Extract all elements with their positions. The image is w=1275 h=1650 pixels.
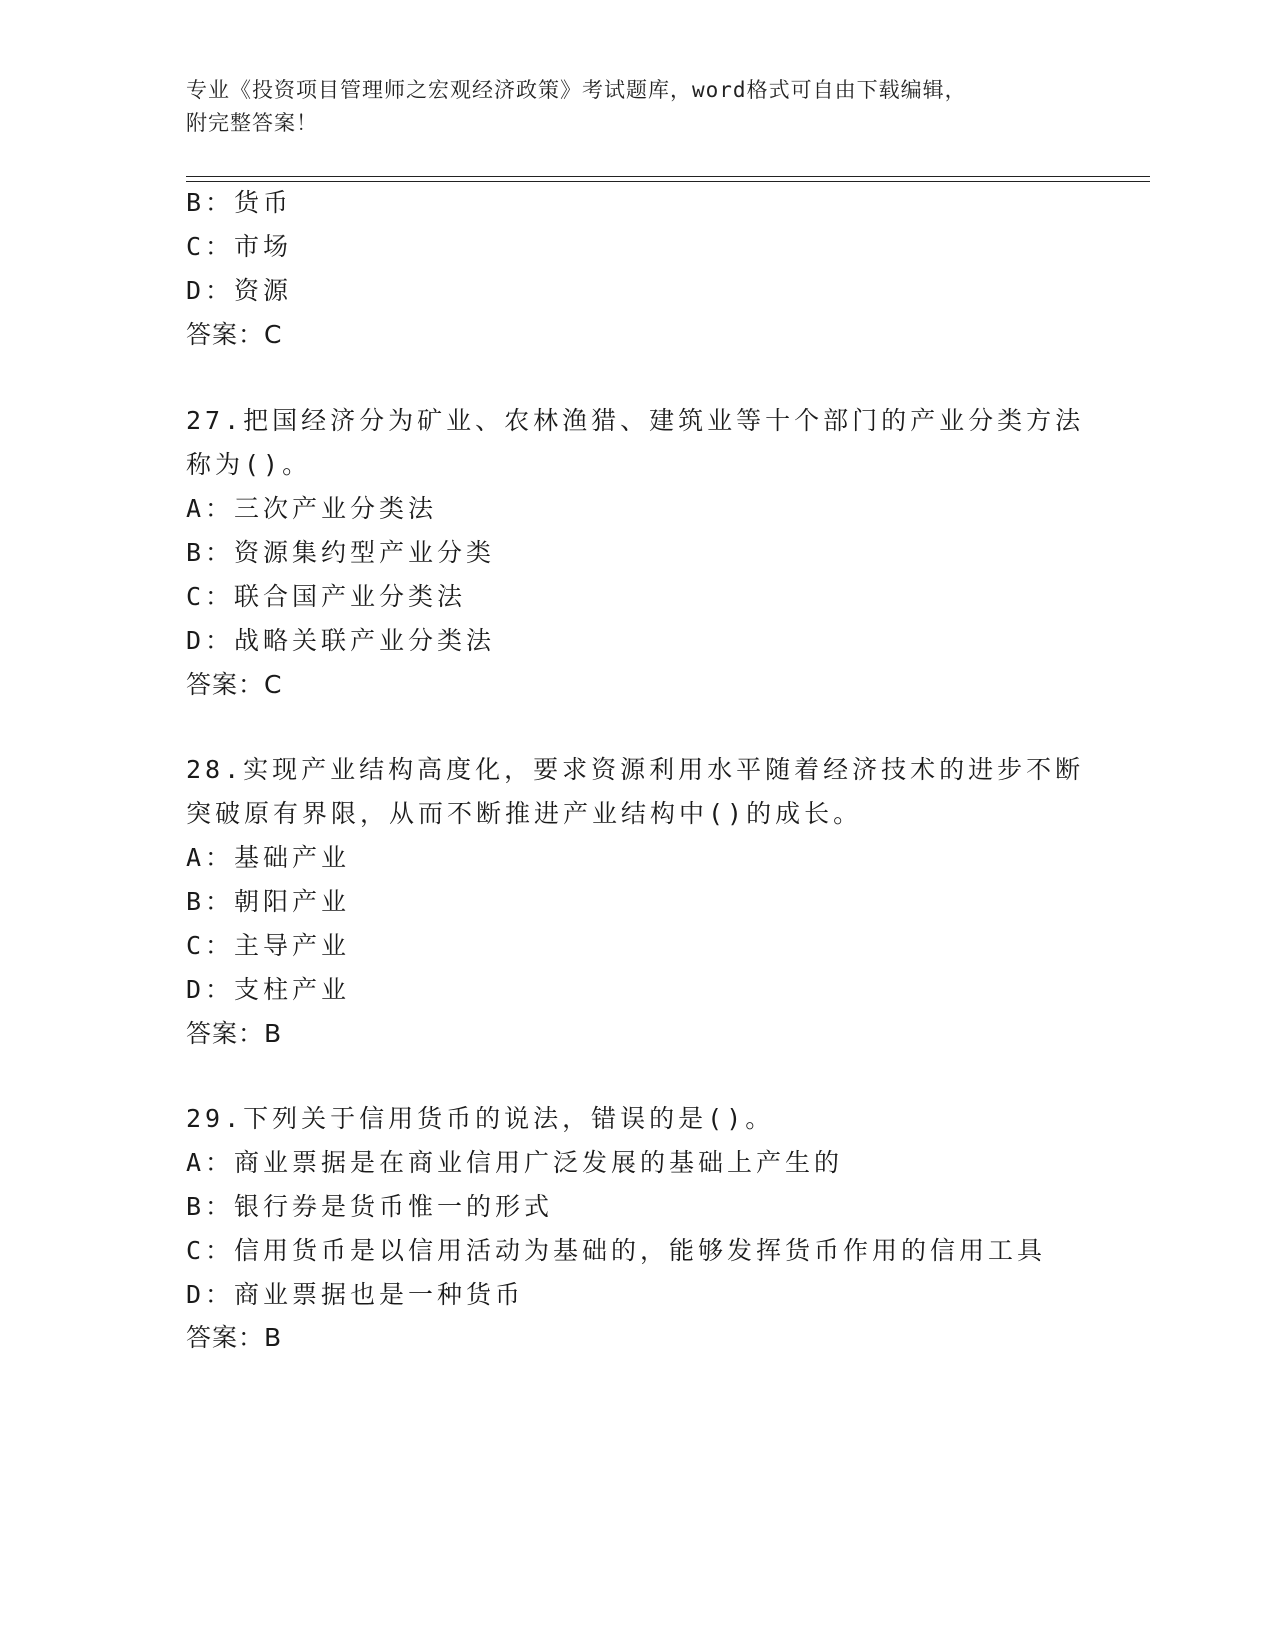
question-29-option-a: A：商业票据是在商业信用广泛发展的基础上产生的 <box>186 1148 844 1177</box>
question-27-option-d: D：战略关联产业分类法 <box>186 626 496 655</box>
question-28-option-b: B：朝阳产业 <box>186 887 351 916</box>
option-b: B：货币 <box>186 188 293 217</box>
question-28-option-a: A：基础产业 <box>186 843 351 872</box>
question-27-stem-line-2: 称为()。 <box>186 450 312 479</box>
question-27-option-a: A：三次产业分类法 <box>186 494 438 523</box>
question-29-stem-line-1: 29.下列关于信用货币的说法，错误的是()。 <box>186 1104 775 1133</box>
header-divider-bottom <box>186 181 1150 182</box>
header-line-2: 附完整答案！ <box>186 111 318 135</box>
answer: 答案：C <box>186 320 283 349</box>
header-line-1: 专业《投资项目管理师之宏观经济政策》考试题库，word格式可自由下载编辑， <box>186 78 967 102</box>
option-d: D：资源 <box>186 276 293 305</box>
question-27-stem-line-1: 27.把国经济分为矿业、农林渔猎、建筑业等十个部门的产业分类方法 <box>186 406 1085 435</box>
question-27-option-c: C：联合国产业分类法 <box>186 582 467 611</box>
question-29-answer: 答案：B <box>186 1323 283 1352</box>
question-28-stem-line-2: 突破原有界限，从而不断推进产业结构中()的成长。 <box>186 799 863 828</box>
header-divider-top <box>186 176 1150 177</box>
question-27-answer: 答案：C <box>186 670 283 699</box>
question-29-option-d: D：商业票据也是一种货币 <box>186 1280 525 1309</box>
option-c: C：市场 <box>186 232 293 261</box>
question-28-answer: 答案：B <box>186 1019 283 1048</box>
question-28-option-c: C：主导产业 <box>186 931 351 960</box>
page-header <box>186 74 1066 140</box>
question-29-option-c: C：信用货币是以信用活动为基础的，能够发挥货币作用的信用工具 <box>186 1236 1047 1265</box>
question-28-option-d: D：支柱产业 <box>186 975 351 1004</box>
question-27-option-b: B：资源集约型产业分类 <box>186 538 496 567</box>
question-29-option-b: B：银行券是货币惟一的形式 <box>186 1192 554 1221</box>
question-28-stem-line-1: 28.实现产业结构高度化，要求资源利用水平随着经济技术的进步不断 <box>186 755 1085 784</box>
